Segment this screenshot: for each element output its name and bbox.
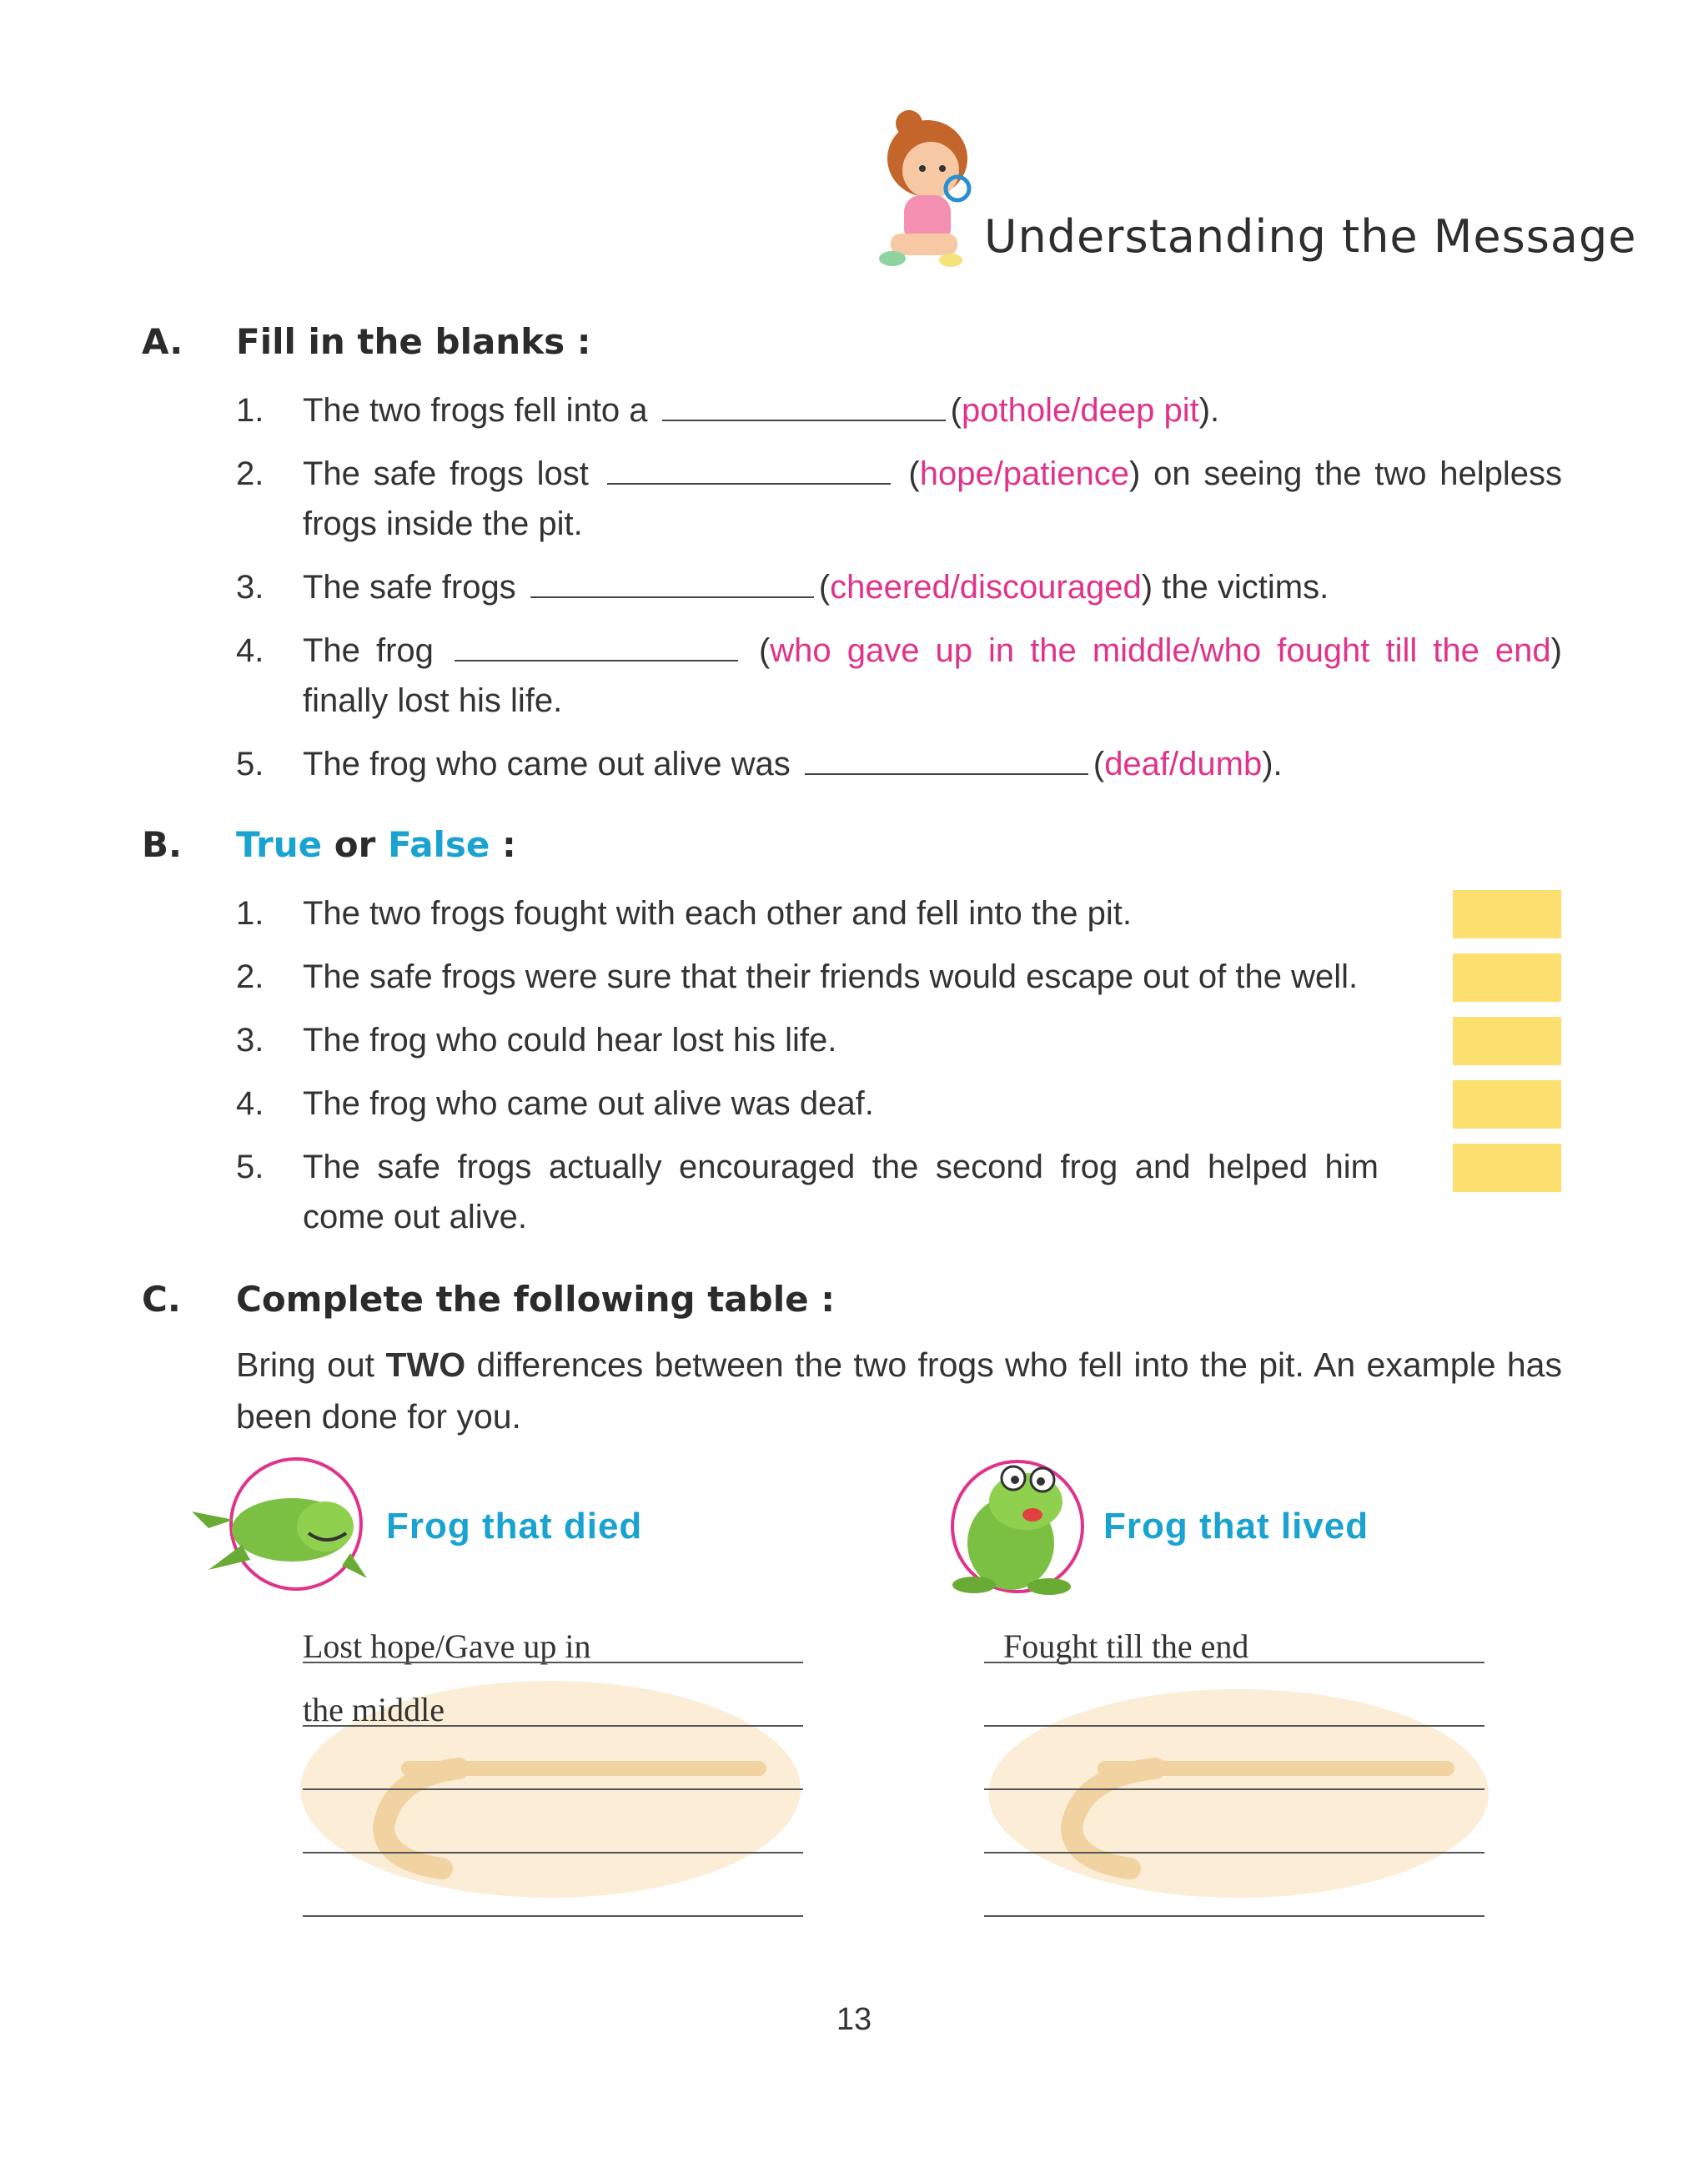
writing-line[interactable] xyxy=(303,1725,803,1727)
answer-blank[interactable] xyxy=(805,743,1088,775)
answer-blank[interactable] xyxy=(455,630,738,661)
instruction-paragraph xyxy=(236,1339,1562,1442)
item-number: 3. xyxy=(236,1022,264,1059)
fill-item-2: 2. The safe frogs lost (hope/patience) on seeing the two helpless frogs inside the pit. xyxy=(236,449,1562,549)
writing-line[interactable] xyxy=(303,1788,803,1790)
example-answer-line-2: the middle xyxy=(303,1691,445,1728)
example-answer-line-1: Lost hope/Gave up in xyxy=(303,1627,591,1665)
item-text: The frog who came out alive was deaf. xyxy=(303,1085,874,1122)
item-text: The safe frogs lost xyxy=(303,455,589,492)
section-a-title: Fill in the blanks : xyxy=(236,321,591,362)
title-true: True xyxy=(236,824,323,865)
answer-blank[interactable] xyxy=(662,390,946,421)
answer-box[interactable] xyxy=(1453,1144,1561,1192)
frog-died-heading: Frog that died xyxy=(386,1506,643,1547)
item-number: 4. xyxy=(236,1085,264,1122)
item-text-end: . xyxy=(1210,392,1220,429)
tf-item-1 xyxy=(236,888,1445,938)
item-text-end: on seeing the two helpless frogs inside the pit. xyxy=(303,455,1562,542)
girl-with-magnifier-icon xyxy=(876,108,976,284)
section-a-letter: A. xyxy=(142,321,183,362)
item-text: The safe frogs xyxy=(303,569,516,606)
fill-item-1: 1. The two frogs fell into a (pothole/deep pit). xyxy=(236,385,1562,435)
page-header xyxy=(867,100,1637,284)
decorative-smudge xyxy=(980,1677,1497,1910)
title-colon: : xyxy=(502,824,516,865)
item-number: 1. xyxy=(236,392,264,429)
frog-lived-heading: Frog that lived xyxy=(1103,1506,1369,1547)
answer-options: cheered/discouraged xyxy=(830,569,1142,606)
item-text: The two frogs fell into a xyxy=(303,392,648,429)
answer-box[interactable] xyxy=(1453,953,1561,1002)
writing-line[interactable] xyxy=(984,1788,1484,1790)
section-c-letter: C. xyxy=(142,1279,181,1320)
writing-line[interactable] xyxy=(984,1915,1484,1917)
writing-line[interactable] xyxy=(984,1852,1484,1854)
section-b-title xyxy=(236,824,516,865)
section-b-letter: B. xyxy=(142,824,182,865)
frog-died-icon xyxy=(183,1453,375,1595)
section-c-title: Complete the following table : xyxy=(236,1279,835,1320)
item-text-end: . xyxy=(1273,746,1283,782)
answer-box[interactable] xyxy=(1453,1080,1561,1129)
item-text: The two frogs fought with each other and fell into the pit. xyxy=(303,895,1132,932)
title-false: False xyxy=(387,824,490,865)
para-text: Bring out xyxy=(236,1346,375,1384)
answer-blank[interactable] xyxy=(530,566,814,598)
item-number: 5. xyxy=(236,1149,264,1185)
tf-item-4 xyxy=(236,1079,1445,1129)
item-text: The safe frogs were sure that their friends would escape out of the well. xyxy=(303,958,1359,995)
answer-options: deaf/dumb xyxy=(1104,746,1263,782)
answer-options: hope/patience xyxy=(919,455,1130,492)
tf-item-2 xyxy=(236,952,1454,1002)
item-number: 5. xyxy=(236,746,264,782)
title-or: or xyxy=(334,824,376,865)
answer-options: who gave up in the middle/who fought till the end xyxy=(770,632,1551,669)
item-number: 1. xyxy=(236,895,264,932)
item-text: The frog who came out alive was xyxy=(303,746,791,782)
writing-line[interactable] xyxy=(303,1852,803,1854)
answer-blank[interactable] xyxy=(607,453,891,485)
page-title: Understanding the Message xyxy=(984,210,1637,263)
answer-box[interactable] xyxy=(1453,1017,1561,1065)
writing-line[interactable] xyxy=(303,1915,803,1917)
item-number: 2. xyxy=(236,958,264,995)
answer-box[interactable] xyxy=(1453,890,1561,938)
tf-item-5 xyxy=(236,1142,1379,1242)
para-bold: TWO xyxy=(385,1346,466,1384)
writing-line[interactable] xyxy=(984,1725,1484,1727)
frog-lived-icon xyxy=(934,1443,1101,1602)
item-text-end: the victims. xyxy=(1162,569,1329,606)
item-text-end: finally lost his life. xyxy=(303,682,563,719)
item-text: The frog xyxy=(303,632,434,669)
example-answer-right: Fought till the end xyxy=(1003,1627,1249,1665)
writing-line[interactable] xyxy=(303,1662,803,1663)
fill-item-5: 5. The frog who came out alive was (deaf/dumb). xyxy=(236,739,1562,789)
fill-item-3: 3. The safe frogs (cheered/discouraged) the victims. xyxy=(236,562,1562,612)
page-number: 13 xyxy=(836,2002,872,2037)
item-number: 3. xyxy=(236,569,264,606)
writing-line[interactable] xyxy=(984,1662,1484,1663)
item-text: The safe frogs actually encouraged the second frog and helped him come out alive. xyxy=(303,1149,1379,1235)
item-number: 4. xyxy=(236,632,264,669)
item-number: 2. xyxy=(236,455,264,492)
tf-item-3 xyxy=(236,1015,1445,1065)
fill-item-4: 4. The frog (who gave up in the middle/who fought till the end) finally lost his life. xyxy=(236,626,1562,726)
para-text-end: differences between the two frogs who fell into the pit. An example has been done for you. xyxy=(236,1346,1562,1436)
item-text: The frog who could hear lost his life. xyxy=(303,1022,837,1059)
answer-options: pothole/deep pit xyxy=(962,392,1199,429)
